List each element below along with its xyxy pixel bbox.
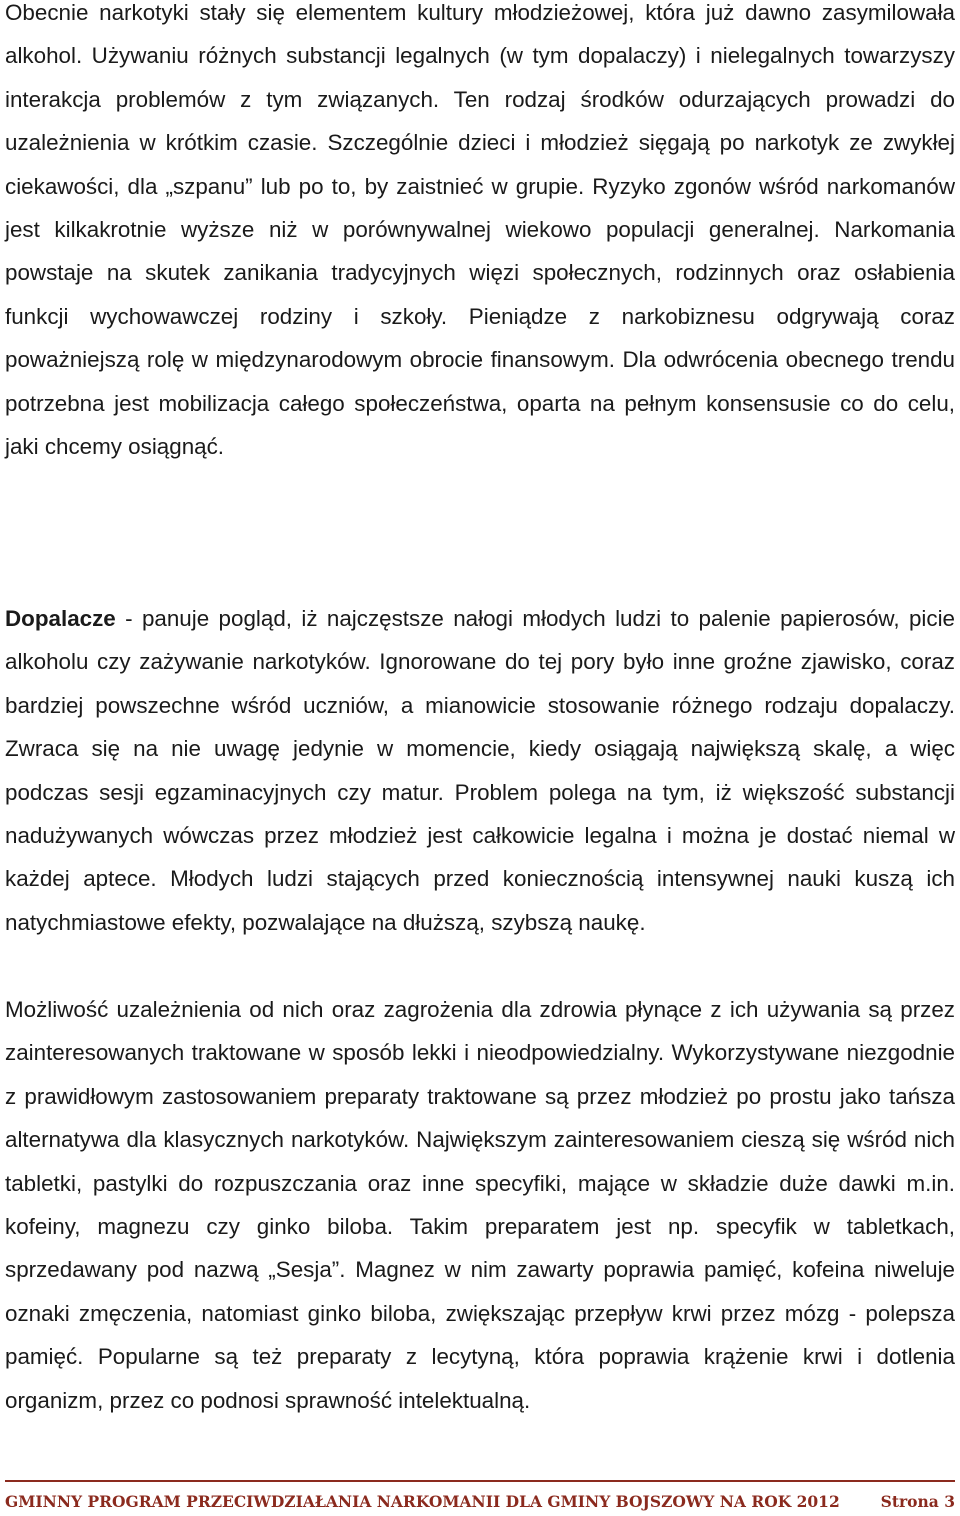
term-dopalacze: Dopalacze <box>5 606 116 631</box>
paragraph-dopalacze-text: - panuje pogląd, iż najczęstsze nałogi młodych ludzi to palenie papierosów, picie alkoholu czy zażywanie narkotyków. Ignorowane do tej pory było inne groźne zjawisko, coraz bardziej powszechne wśród uczniów, a mianowicie stosowanie różnego rodzaju dopalaczy. Zwraca się na nie uwagę jedynie w momencie, kiedy osiągają największą skalę, a więc podczas sesji egzaminacyjnych czy matur. Problem polega na tym, iż większość substancji nadużywanych wówczas przez młodzież jest całkowicie legalna i można je dostać niemal w każdej aptece. Młodych ludzi stających przed koniecznością intensywnej nauki kuszą ich natychmiastowe efekty, pozwalające na dłuższą, szybszą naukę. <box>5 606 955 935</box>
footer-divider <box>5 1480 955 1482</box>
page-footer <box>5 1489 955 1513</box>
footer-title: GMINNY PROGRAM PRZECIWDZIAŁANIA NARKOMANII DLA GMINY BOJSZOWY NA ROK 2012 <box>5 1491 840 1511</box>
paragraph-dopalacze <box>5 597 955 944</box>
paragraph-narcotics-intro: Obecnie narkotyki stały się elementem kultury młodzieżowej, która już dawno zasymilowała alkohol. Używaniu różnych substancji legalnych (w tym dopalaczy) i nielegalnych towarzyszy interakcja problemów z tym związanych. Ten rodzaj środków odurzających prowadzi do uzależnienia w krótkim czasie. Szczególnie dzieci i młodzież sięgają po narkotyk ze zwykłej ciekawości, dla „szpanu” lub po to, by zaistnieć w grupie. Ryzyko zgonów wśród narkomanów jest kilkakrotnie wyższe niż w porównywalnej wiekowo populacji generalnej. Narkomania powstaje na skutek zanikania tradycyjnych więzi społecznych, rodzinnych oraz osłabienia funkcji wychowawczej rodziny i szkoły. Pieniądze z narkobiznesu odgrywają coraz poważniejszą rolę w międzynarodowym obrocie finansowym. Dla odwrócenia obecnego trendu potrzebna jest mobilizacja całego społeczeństwa, oparta na pełnym konsensusie co do celu, jaki chcemy osiągnąć. <box>5 0 955 460</box>
page-number: Strona 3 <box>880 1491 955 1511</box>
paragraph-addiction-risk: Możliwość uzależnienia od nich oraz zagrożenia dla zdrowia płynące z ich używania są przez zainteresowanych traktowane w sposób lekki i nieodpowiedzialny. Wykorzystywane niezgodnie z prawidłowym zastosowaniem preparaty traktowane są przez młodzież po prostu jako tańsza alternatywa dla klasycznych narkotyków. Największym zainteresowaniem cieszą się wśród nich tabletki, pastylki do rozpuszczania oraz inne specyfiki, mające w składzie duże dawki m.in. kofeiny, magnezu czy ginko biloba. Takim preparatem jest np. specyfik w tabletkach, sprzedawany pod nazwą „Sesja”. Magnez w nim zawarty poprawia pamięć, kofeina niweluje oznaki zmęczenia, natomiast ginko biloba, zwiększając przepływ krwi przez mózg - polepsza pamięć. Popularne są też preparaty z lecytyną, która poprawia krążenie krwi i dotlenia organizm, przez co podnosi sprawność intelektualną. <box>5 997 955 1413</box>
